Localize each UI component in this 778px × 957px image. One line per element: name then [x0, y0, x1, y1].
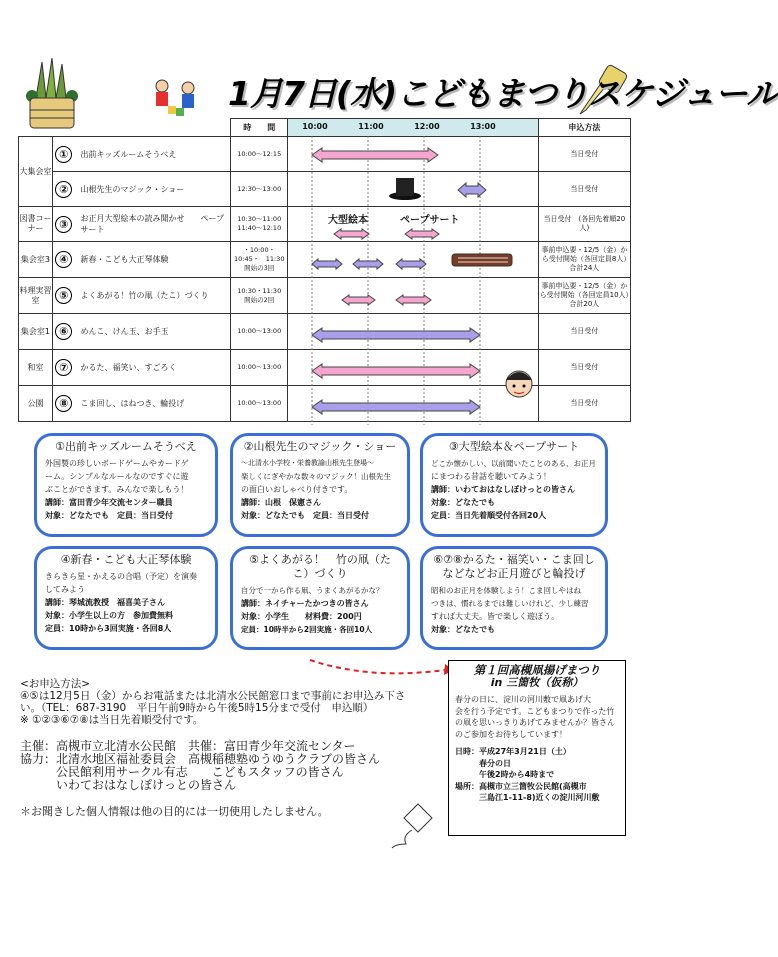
event-number: ②: [55, 181, 72, 198]
time-header: 時 間: [231, 119, 288, 137]
kite-body-line: 春分の日に、淀川の河川敷で凧あげ大: [455, 695, 591, 704]
apply-method: 当日受付: [538, 314, 630, 350]
box-bold-line: 講師：ネイチャーたかつきの皆さん: [241, 599, 369, 608]
box-line: の面白いおしゃべり付きです。: [241, 485, 353, 494]
box-title: ⑥⑦⑧かるた・福笑い・こま回し などなどお正月遊びと輪投げ: [433, 553, 606, 580]
event-number: ⑧: [55, 395, 72, 412]
fukuwarai-face-icon: [506, 371, 532, 397]
event-name: 出前キッズルームそうべえ: [75, 137, 231, 172]
time-label-10: 10:00: [302, 122, 328, 131]
box-bold-line: 対象：どなたでも 定員：当日受付: [241, 511, 369, 520]
box-bold-line: 定員：当日先着順受付各回20人: [431, 511, 547, 520]
timeline-overlay: [0, 0, 637, 430]
info-box-6: [420, 546, 608, 650]
schedule-bar: [396, 259, 426, 269]
apply-method: 事前申込要・12/5（金）から受付開始（各回定員8人） 合計24人: [538, 242, 630, 278]
box-line: にまつわる昔話を聴いてみよう！: [431, 472, 551, 481]
box-line: きらきら星・かえるの合唱（予定）を演奏: [45, 572, 197, 581]
box-bold-line: 講師：いわておはなしぽけっとの皆さん: [431, 485, 575, 494]
info-box-3: [420, 433, 608, 537]
room-cell: 図書コーナー: [19, 207, 53, 242]
room-cell: 集会室3: [19, 242, 53, 278]
kite-detail-line: 日時：平成27年3月21日（土）: [455, 747, 571, 756]
time-label-11: 11:00: [358, 122, 384, 131]
room-cell: 大集会室: [19, 137, 53, 207]
box-line: ～北清水小学校・栄養教諭山根先生登場～: [241, 459, 374, 467]
schedule-bar: [312, 364, 480, 378]
event-name: こま回し、はねつき、輪投げ: [75, 386, 231, 422]
box-line: ーム。シンプルなルールなのですぐに遊: [45, 472, 189, 481]
kite-detail-line: 場所：高槻市立三箇牧公民館(高槻市: [455, 781, 587, 791]
apply-line: ※ ①②③⑥⑦⑧は当日先着順受付です。: [20, 714, 204, 726]
room-cell: 和室: [19, 350, 53, 386]
box-line: ぶことができます。みんなで楽しもう！: [45, 485, 189, 494]
kite-event-title: 第１回高槻凧揚げまつり: [473, 663, 601, 677]
box-title: ④新春・こども大正琴体験: [60, 553, 192, 566]
box-line: 楽しくにぎやかな数々のマジック！山根先生: [241, 472, 391, 481]
magic-hat-icon: [389, 178, 421, 200]
time-label-13: 13:00: [470, 122, 496, 131]
info-box-5: [230, 546, 410, 650]
kite-detail-line: 午後2時から4時まで: [455, 770, 555, 779]
kite-icon: [388, 800, 438, 850]
event-name: 新春・こども大正琴体験: [75, 242, 231, 278]
box-bold-line: 対象：小学生 材料費：200円: [241, 612, 362, 621]
schedule-bar: [334, 229, 369, 239]
info-box-1: [34, 433, 218, 537]
event-name: めんこ、けん玉、お手玉: [75, 314, 231, 350]
box-bold-line: 定員：10時半から2回実施・各回10人: [241, 625, 373, 634]
box-title: ⑤よくあがる！ 竹の凧（たこ）づくり: [249, 553, 391, 580]
schedule-bar: [458, 183, 486, 197]
kite-event-subtitle: in 三箇牧（仮称）: [490, 675, 584, 689]
privacy-note: ＊お聞きした個人情報は他の目的には一切使用したしません。: [20, 805, 329, 818]
organizers: [20, 740, 380, 818]
kite-body-line: 会を行う予定です。こどもまつりで作った竹: [455, 706, 615, 716]
box-line: どこか懐かしい、以前聞いたことのある、お正月: [431, 459, 596, 468]
organizer-line: 協力：北清水地区福祉委員会 高槻稲穂塾ゆうゆうクラブの皆さん: [20, 752, 381, 766]
event-number: ④: [55, 251, 72, 268]
event-name: よくあがる！竹の凧（たこ）づくり: [75, 278, 231, 314]
schedule-bar: [312, 328, 480, 342]
event-time: 10:30・11:30 開始の2回: [231, 278, 288, 314]
info-box-4: [34, 546, 218, 650]
room-cell: 料理実習室: [19, 278, 53, 314]
apply-method: 事前申込要・12/5（金）から受付開始（各回定員10人） 合計20人: [538, 278, 630, 314]
apply-method: 当日受付 (各回先着順20人): [538, 207, 630, 242]
schedule-bar: [312, 259, 342, 269]
apply-method: 当日受付: [538, 172, 630, 207]
box-line: してみよう: [45, 585, 85, 594]
kite-body-line: の凧を思いっきりあげてみませんか？皆さん: [455, 718, 615, 727]
apply-method: 当日受付: [538, 350, 630, 386]
organizer-line: いわておはなしぽけっとの皆さん: [20, 778, 237, 792]
event-number: ⑥: [55, 323, 72, 340]
koto-icon: [452, 254, 512, 266]
ehon-label: 大型絵本: [328, 215, 368, 226]
room-cell: 公園: [19, 386, 53, 422]
dashed-arrow-icon: [300, 650, 455, 680]
paper-theater-label: ペープサート: [400, 215, 460, 226]
box-bold-line: 定員：10時から3回実施・各回8人: [45, 624, 172, 633]
schedule-bar: [405, 229, 439, 239]
apply-line: ④⑤は12月5日（金）からお電話または北清水公民館窓口まで事前にお申込み下さ: [20, 690, 406, 702]
schedule-bar: [312, 148, 438, 162]
box-bold-line: 講師：山根 保憲さん: [241, 498, 321, 507]
apply-line: <お申込方法>: [20, 678, 91, 690]
event-number: ⑤: [55, 287, 72, 304]
event-number: ③: [55, 216, 72, 233]
box-bold-line: 対象：小学生以上の方 参加費無料: [45, 611, 173, 620]
box-line: すれば大丈夫。皆で楽しく遊ぼう。: [431, 612, 559, 621]
schedule-bar: [353, 259, 383, 269]
event-time: 10:00～13:00: [231, 350, 288, 386]
event-time: 10:00～12:15: [231, 137, 288, 172]
event-number: ①: [55, 146, 72, 163]
event-time: 10:00～13:00: [231, 314, 288, 350]
box-bold-line: 対象：どなたでも 定員：当日受付: [45, 511, 173, 520]
room-cell: 集会室1: [19, 314, 53, 350]
schedule-bar: [342, 295, 375, 305]
apply-line: い。（TEL：687-3190 平日午前9時から午後5時15分まで受付 申込順）: [20, 702, 374, 714]
schedule-bar: [396, 295, 431, 305]
event-number: ⑦: [55, 359, 72, 376]
box-bold-line: 講師：富田青少年交流センター職員: [45, 498, 173, 507]
box-title: ①出前キッズルームそうべえ: [55, 440, 197, 453]
box-title: ③大型絵本＆ペープサート: [448, 440, 580, 453]
organizer-line: 公民館利用サークル有志 こどもスタッフの皆さん: [20, 765, 344, 779]
event-time: 12:30～13:00: [231, 172, 288, 207]
apply-method: 当日受付: [538, 386, 630, 422]
event-name: かるた、福笑い、すごろく: [75, 350, 231, 386]
box-line: 昭和のお正月を体験しよう！こま回しやはね: [431, 586, 581, 595]
box-bold-line: 対象：どなたでも: [431, 625, 495, 634]
schedule-bar: [312, 400, 480, 414]
event-time: ・10:00・10:45・ 11:30開始の3回: [231, 242, 288, 278]
time-label-12: 12:00: [414, 122, 440, 131]
event-name: 山根先生のマジック・ショー: [75, 172, 231, 207]
event-time: 10:30～11:00 11:40～12:10: [231, 207, 288, 242]
box-bold-line: 対象：どなたでも: [431, 498, 495, 507]
box-line: 自分で一から作る凧、うまくあがるかな？: [241, 586, 384, 595]
info-box-2: [230, 433, 410, 537]
kite-body-line: のご参加をお待ちしています！: [455, 729, 567, 739]
organizer-line: 主催：高槻市立北清水公民館 共催：富田青少年交流センター: [20, 739, 356, 753]
box-bold-line: 講師：琴城流教授 福喜美子さん: [45, 598, 165, 607]
event-time: 10:00～13:00: [231, 386, 288, 422]
kite-event-box: [448, 660, 626, 836]
kite-detail-line: 春分の日: [455, 758, 511, 768]
event-name: お正月大型絵本の読み聞かせ ペープサート: [75, 207, 231, 242]
apply-header: 申込方法: [538, 119, 630, 137]
apply-method: 当日受付: [538, 137, 630, 172]
box-line: 外国製の珍しいボードゲームやカードゲ: [45, 459, 189, 468]
page-title: 1月7日(水)こどもまつりスケジュール: [228, 74, 778, 113]
box-line: つきは、慣れるまでは難しいけれど、少し練習: [431, 599, 589, 608]
application-info: [20, 678, 460, 726]
box-title: ②山根先生のマジック・ショー: [243, 440, 397, 453]
kite-detail-line: 三島江1-11-8)近くの淀川河川敷: [455, 793, 600, 802]
